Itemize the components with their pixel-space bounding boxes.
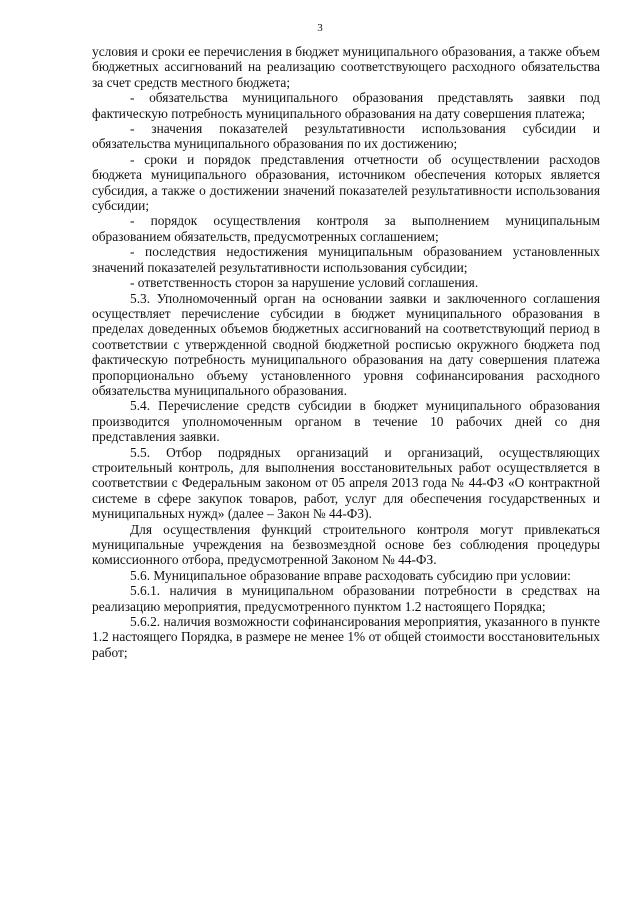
paragraph-5-6-1: 5.6.1. наличия в муниципальном образовании потребности в средствах на реализацию мероприятия, предусмотренного пунктом 1.2 настоящего Порядка; [92,583,600,614]
paragraph-5-4: 5.4. Перечисление средств субсидии в бюджет муниципального образования производится уполномоченным органом в течение 10 рабочих дней со дня представления заявки. [92,398,600,445]
paragraph-subsidy-conditions: условия и сроки ее перечисления в бюджет муниципального образования, а также объем бюджетных ассигнований на реализацию соответствующего расходного обязательства за счет средств местного бюджета; [92,44,600,90]
document-body [92,44,600,660]
paragraph-control: - порядок осуществления контроля за выполнением муниципальным образованием обязательств, предусмотренных соглашением; [92,213,600,244]
paragraph-performance-indicators: - значения показателей результативности использования субсидии и обязательства муниципального образования по их достижению; [92,121,600,152]
paragraph-construction-control: Для осуществления функций строительного контроля могут привлекаться муниципальные учреждения на безвозмездной основе без соблюдения процедуры комиссионного отбора, предусмотренной Законом № 44-ФЗ. [92,521,600,568]
paragraph-5-6-2: 5.6.2. наличия возможности софинансирования мероприятия, указанного в пункте 1.2 настоящего Порядка, в размере не менее 1% от общей стоимости восстановительных работ; [92,614,600,660]
page-number: 3 [317,22,323,34]
paragraph-5-5: 5.5. Отбор подрядных организаций и организаций, осуществляющих строительный контроль, для выполнения восстановительных работ осуществляется в соответствии с Федеральным законом от 05 апреля 2013 года № 44-ФЗ «О контрактной системе в сфере закупок товаров, работ, услуг для обеспечения государственных и муниципальных нужд» (далее – Закон № 44-ФЗ). [92,444,600,522]
paragraph-reporting: - сроки и порядок представления отчетности об осуществлении расходов бюджета муниципального образования, источником обеспечения которых является субсидия, а также о достижении значений показателей результативности использования субсидии; [92,151,600,214]
paragraph-5-6: 5.6. Муниципальное образование вправе расходовать субсидию при условии: [130,567,571,583]
paragraph-5-3: 5.3. Уполномоченный орган на основании заявки и заключенного соглашения осуществляет перечисление субсидии в бюджет муниципального образования в пределах доведенных объемов бюджетных ассигнований на соответствующий период в соответствии с утвержденной сводной бюджетной росписью окружного бюджета под фактическую потребность муниципального образования на дату совершения платежа пропорционально объему установленного уровня софинансирования расходного обязательства муниципального образования. [92,290,600,398]
paragraph-consequences: - последствия недостижения муниципальным образованием установленных значений показателей результативности использования субсидии; [92,244,600,275]
paragraph-responsibility: - ответственность сторон за нарушение условий соглашения. [130,275,479,291]
paragraph-obligation-requests: - обязательства муниципального образования представлять заявки под фактическую потребность муниципального образования на дату совершения платежа; [92,90,600,121]
